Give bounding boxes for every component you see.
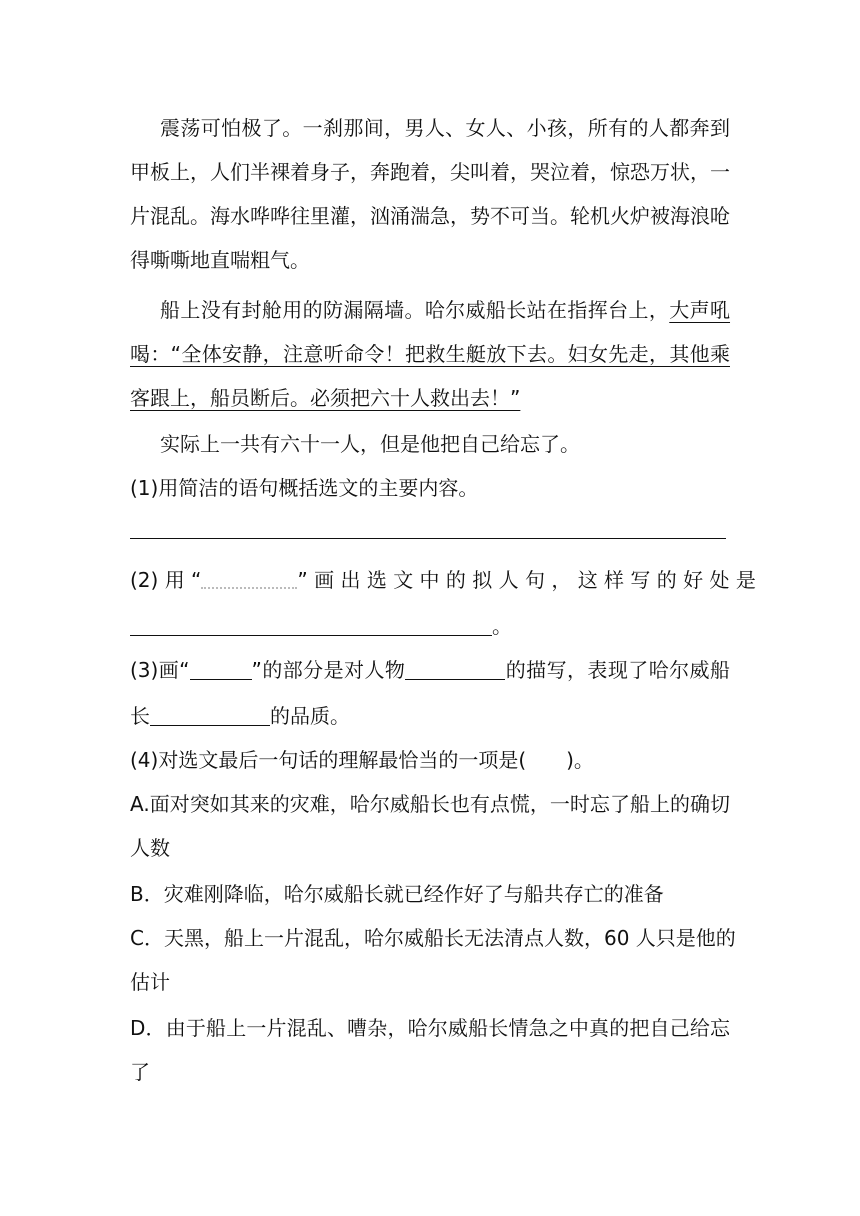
- option-a-line2: 人数: [130, 836, 170, 860]
- question-2-end: 。: [492, 614, 512, 638]
- answer-blank-q3-description[interactable]: [405, 659, 505, 680]
- passage-p2-plain: 船上没有封舱用的防漏隔墙。哈尔威船长站在指挥台上，: [160, 298, 670, 322]
- passage-p2-line3: [130, 384, 730, 412]
- question-2-mid: ” 画 出 选 文 中 的 拟 人 句 ， 这 样 写 的 好 处 是: [297, 568, 756, 592]
- question-2-line1: [130, 566, 756, 594]
- question-1: (1)用简洁的语句概括选文的主要内容。: [130, 476, 479, 500]
- question-3-mid1: ”的部分是对人物: [251, 658, 406, 682]
- question-3-line2-end: 的品质。: [270, 704, 350, 728]
- passage-p1-line1: 震荡可怕极了。一刹那间，男人、女人、小孩，所有的人都奔到: [160, 116, 730, 140]
- passage-p2-line2: [130, 340, 730, 368]
- option-b[interactable]: B．灾难刚降临，哈尔威船长就已经作好了与船共存亡的准备: [130, 882, 664, 906]
- passage-p2-line1: [130, 296, 730, 324]
- passage-p3: 实际上一共有六十一人，但是他把自己给忘了。: [160, 432, 580, 456]
- answer-blank-q2[interactable]: [130, 615, 492, 636]
- question-3-line2-start: 长: [130, 704, 150, 728]
- question-2-line2: [130, 612, 730, 640]
- underline-sample: [190, 659, 252, 680]
- passage-p2-underlined-mid: 喝：“全体安静，注意听命令！把救生艇放下去。妇女先走，其他乘: [130, 342, 730, 366]
- question-3-mid2: 的描写，表现了哈尔威船: [505, 658, 730, 682]
- question-3-line2: [130, 702, 730, 730]
- option-c-line1[interactable]: C．天黑，船上一片混乱，哈尔威船长无法清点人数，60 人只是他的: [130, 926, 736, 950]
- option-c-line2: 估计: [130, 970, 170, 994]
- dotted-underline-sample: [201, 567, 297, 589]
- passage-p1-line2: 甲板上，人们半裸着身子，奔跑着，尖叫着，哭泣着，惊恐万状，一: [130, 160, 730, 184]
- passage-p1-line3: 片混乱。海水哗哗往里灌，汹涌湍急，势不可当。轮机火炉被海浪呛: [130, 204, 730, 228]
- option-d-line1[interactable]: D．由于船上一片混乱、嘈杂，哈尔威船长情急之中真的把自己给忘: [130, 1016, 730, 1040]
- passage-p1-line4: 得嘶嘶地直喘粗气。: [130, 248, 310, 272]
- option-a-line1[interactable]: A.面对突如其来的灾难，哈尔威船长也有点慌，一时忘了船上的确切: [130, 792, 730, 816]
- answer-line-q1[interactable]: [130, 538, 726, 539]
- passage-p2-underlined-start: 大声吼: [669, 298, 731, 322]
- passage-p2-underlined-end: 客跟上，船员断后。必须把六十人救出去！”: [130, 386, 521, 410]
- question-4: (4)对选文最后一句话的理解最恰当的一项是( )。: [130, 748, 594, 772]
- question-2-prefix: (2) 用 “: [130, 568, 202, 592]
- option-d-line2: 了: [130, 1060, 150, 1084]
- question-3-line1: [130, 656, 730, 684]
- answer-blank-q3-quality[interactable]: [150, 705, 270, 726]
- question-3-prefix: (3)画“: [130, 658, 190, 682]
